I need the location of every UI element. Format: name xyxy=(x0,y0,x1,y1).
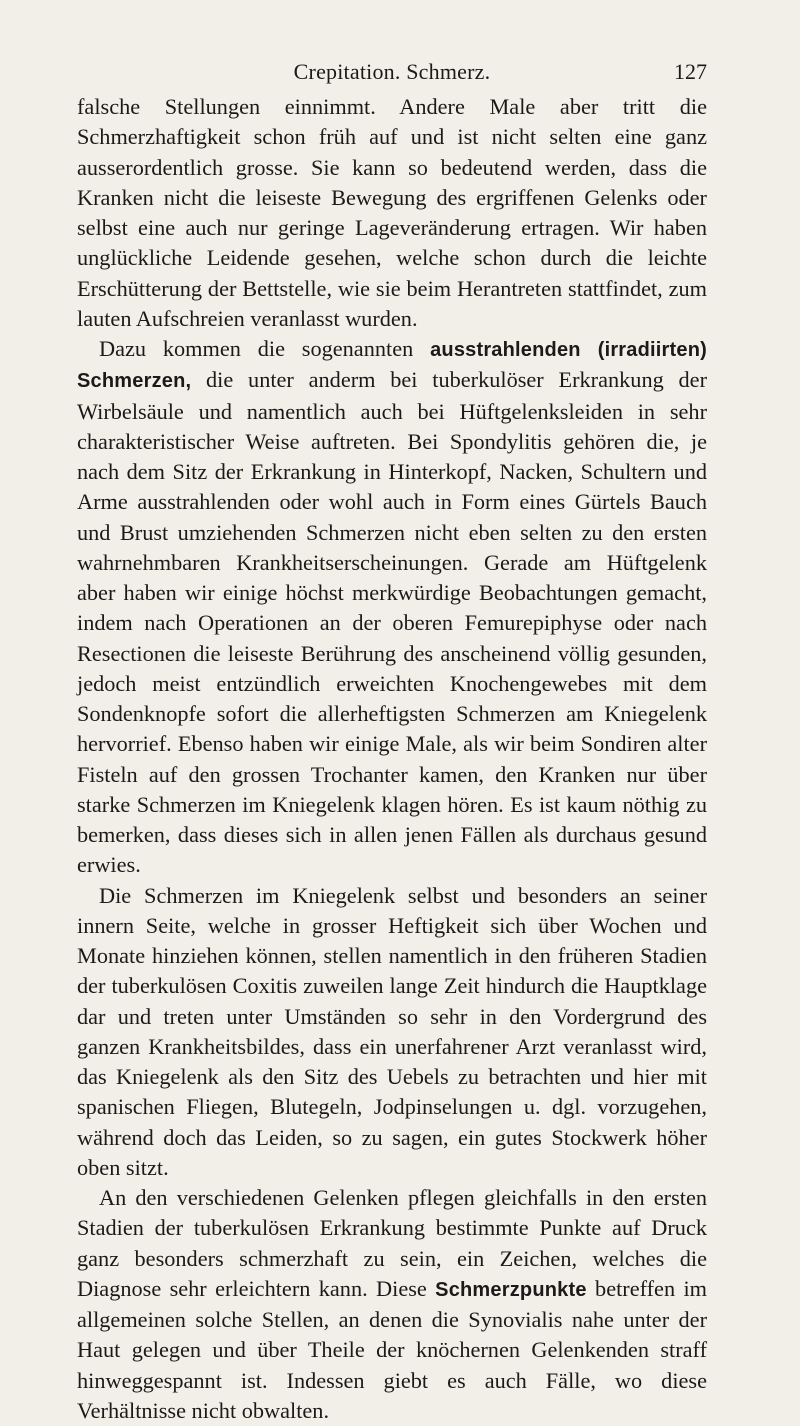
paragraph-2 xyxy=(77,334,707,881)
running-head xyxy=(77,59,707,85)
paragraph-2-text-start: Dazu kommen die sogenannten xyxy=(99,336,431,361)
paragraph-4-text-start: An den verschiedenen Gelenken pflegen gleichfalls in den ersten Stadien der tuberkulösen Erkrankung bestimmte Punkte auf Druck ganz besonders schmerzhaft zu sein, ein Zeichen, welches die Diagnose sehr erleichtern kann. Diese xyxy=(77,1185,707,1301)
paragraph-1 xyxy=(77,92,707,334)
emphasized-term-pain-points: Schmerzpunkte xyxy=(435,1278,587,1301)
page-number: 127 xyxy=(674,59,707,84)
paragraph-2-text-end: die unter anderm bei tuberkulöser Erkrankung der Wirbelsäule und namentlich auch bei Hüftgelenksleiden in sehr charakteristischer Weise auftreten. Bei Spondylitis gehören die, je nach dem Sitz der Erkrankung in Hinterkopf, Nacken, Schultern und Arme ausstrahlenden oder wohl auch in Form eines Gürtels Bauch und Brust umziehenden Schmerzen nicht eben selten zu den ersten wahrnehmbaren Krankheitserscheinungen. Gerade am Hüftgelenk aber haben wir einige höchst merkwürdige Beobachtungen gemacht, indem nach Operationen an der oberen Femurepiphyse oder nach Resectionen die leiseste Berührung des anscheinend völlig gesunden, jedoch meist entzündlich erweichten Knochengewebes mit dem Sondenknopfe sofort die allerheftigsten Schmerzen am Kniegelenk hervorrief. Ebenso haben wir einige Male, als wir beim Sondiren alter Fisteln auf den grossen Trochanter kamen, den Kranken nur über starke Schmerzen im Kniegelenk klagen hören. Es ist kaum nöthig zu bemerken, dass dieses sich in allen jenen Fällen als durchaus gesund erwies. xyxy=(77,367,707,878)
running-title: Crepitation. Schmerz. xyxy=(293,59,491,84)
paragraph-3-text: Die Schmerzen im Kniegelenk selbst und besonders an seiner innern Seite, welche in grosser Heftigkeit sich über Wochen und Monate hinziehen können, stellen namentlich in den früheren Stadien der tuberkulösen Coxitis zuweilen lange Zeit hindurch die Hauptklage dar und treten unter Umständen so sehr in den Vordergrund des ganzen Krankheitsbildes, dass ein unerfahrener Arzt veranlasst wird, das Kniegelenk als den Sitz des Uebels zu betrachten und hier mit spanischen Fliegen, Blutegeln, Jodpinselungen u. dgl. vorzugehen, während doch das Leiden, so zu sagen, ein gutes Stockwerk höher oben sitzt. xyxy=(77,882,707,1180)
body-text xyxy=(77,92,707,1426)
paragraph-4-text-end: betreffen im allgemeinen solche Stellen, an denen die Synovialis nahe unter der Haut gelegen und über Theile der knöchernen Gelenkenden straff hinweggespannt ist. Indessen giebt es auch Fälle, wo diese Verhältnisse nicht obwalten. xyxy=(77,1275,707,1423)
paragraph-4 xyxy=(77,1183,707,1426)
emphasized-term-radiating-pain: ausstrahlenden (irradiirten) Schmerzen, xyxy=(77,339,707,393)
paragraph-3 xyxy=(77,881,707,1184)
paragraph-1-text: falsche Stellungen einnimmt. Andere Male aber tritt die Schmerzhaftigkeit schon früh auf und ist nicht selten eine ganz ausserordentlich grosse. Sie kann so bedeutend werden, dass die Kranken nicht die leiseste Bewegung des ergriffenen Gelenks oder selbst eine auch nur geringe Lageveränderung ertragen. Wir haben unglückliche Leidende gesehen, welche schon durch die leichte Erschütterung der Bettstelle, wie sie beim Herantreten stattfindet, zum lauten Aufschreien veranlasst wurden. xyxy=(77,94,707,331)
